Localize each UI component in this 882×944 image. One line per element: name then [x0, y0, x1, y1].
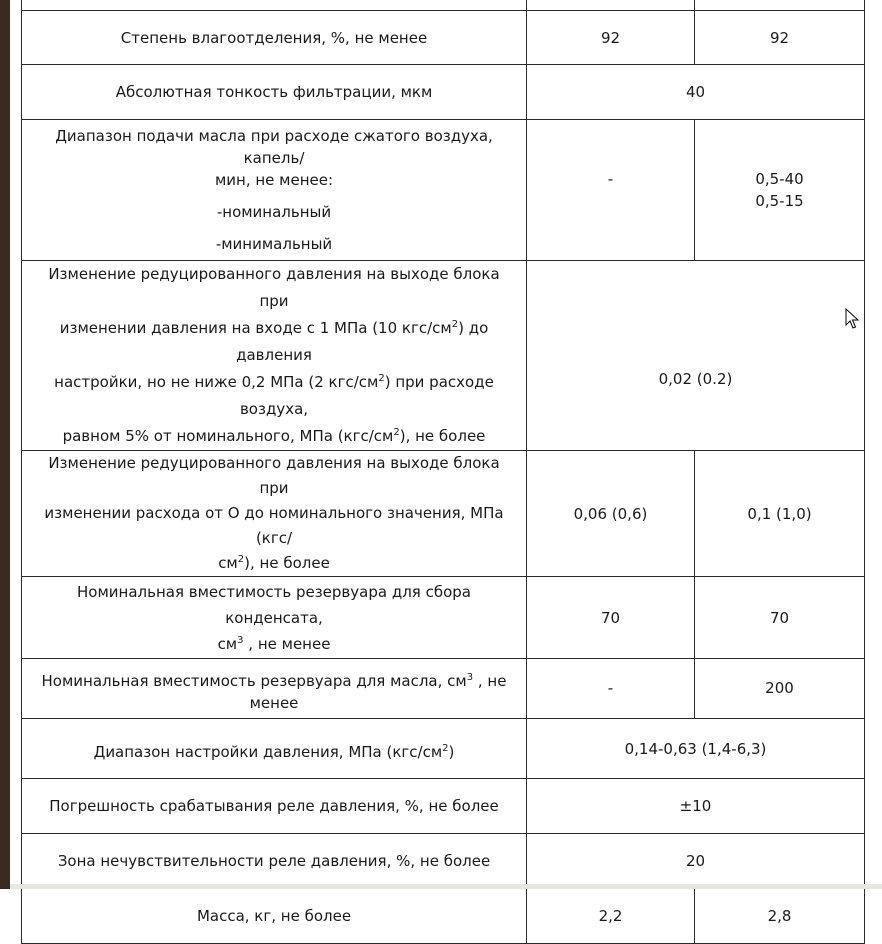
table-row	[22, 65, 865, 120]
table-row	[22, 577, 865, 659]
param-cell: Номинальная вместимость резервуара для масла, $см^3$ , не менее	[22, 659, 527, 719]
param-cell: Диапазон подачи масла при расходе сжатого воздуха, капель/ мин, не менее: -номинальный -минимальный	[22, 120, 527, 261]
table-row	[22, 11, 865, 65]
table-row	[22, 719, 865, 779]
page-left-border	[0, 0, 10, 889]
value-cell: 2,2	[527, 889, 695, 944]
page-bottom-strip	[10, 884, 882, 889]
value-cell: -	[527, 120, 695, 261]
value-cell: 70	[527, 577, 695, 659]
param-cell: Изменение редуцированного давления на выходе блока при изменении давления на входе с 1 МПа (10 кгс/$см^2$) до давления настройки, но не ниже 0,2 МПа (2 кгс/$см^2$) при расходе воздуха, равном 5% от номинального, МПа $(кгс/см^2)$, не более	[22, 261, 527, 451]
value-cell: -	[527, 659, 695, 719]
value-cell: ±10	[527, 779, 865, 834]
value-cell: 0,5-40 0,5-15	[695, 120, 865, 261]
param-cell: Номинальная вместимость резервуара для сбора конденсата, $см^3$ , не менее	[22, 577, 527, 659]
value-cell: 0,14-0,63 (1,4-6,3)	[527, 719, 865, 779]
value-cell: 0,06 (0,6)	[527, 451, 695, 577]
table-row	[22, 779, 865, 834]
table-row	[22, 659, 865, 719]
param-cell: Масса, кг, не более	[22, 889, 527, 944]
table-row-continued	[22, 0, 865, 11]
value-cell: 200	[695, 659, 865, 719]
param-cell: Абсолютная тонкость фильтрации, мкм	[22, 65, 527, 120]
param-cell: Степень влагоотделения, %, не менее	[22, 11, 527, 65]
table-row	[22, 834, 865, 889]
value-cell: 70	[695, 577, 865, 659]
value-cell: 2,8	[695, 889, 865, 944]
value-cell: 92	[695, 11, 865, 65]
value-cell: 40	[527, 65, 865, 120]
param-cell: Изменение редуцированного давления на выходе блока при изменении расхода от О до номинального значения, МПа (кгс/ $см^2$), не более	[22, 451, 527, 577]
param-cell: Погрешность срабатывания реле давления, %, не более	[22, 779, 527, 834]
value-cell: 0,02 (0.2)	[527, 261, 865, 451]
param-cell: Зона нечувствительности реле давления, %, не более	[22, 834, 527, 889]
table-row	[22, 120, 865, 261]
table-row	[22, 261, 865, 451]
table-row	[22, 889, 865, 944]
mouse-pointer-icon	[845, 308, 859, 330]
specification-table	[21, 0, 865, 944]
value-cell: 0,1 (1,0)	[695, 451, 865, 577]
param-cell: Диапазон настройки давления, МПа $(кгс/см^2)$	[22, 719, 527, 779]
table-row	[22, 451, 865, 577]
value-cell: 92	[527, 11, 695, 65]
value-cell: 20	[527, 834, 865, 889]
